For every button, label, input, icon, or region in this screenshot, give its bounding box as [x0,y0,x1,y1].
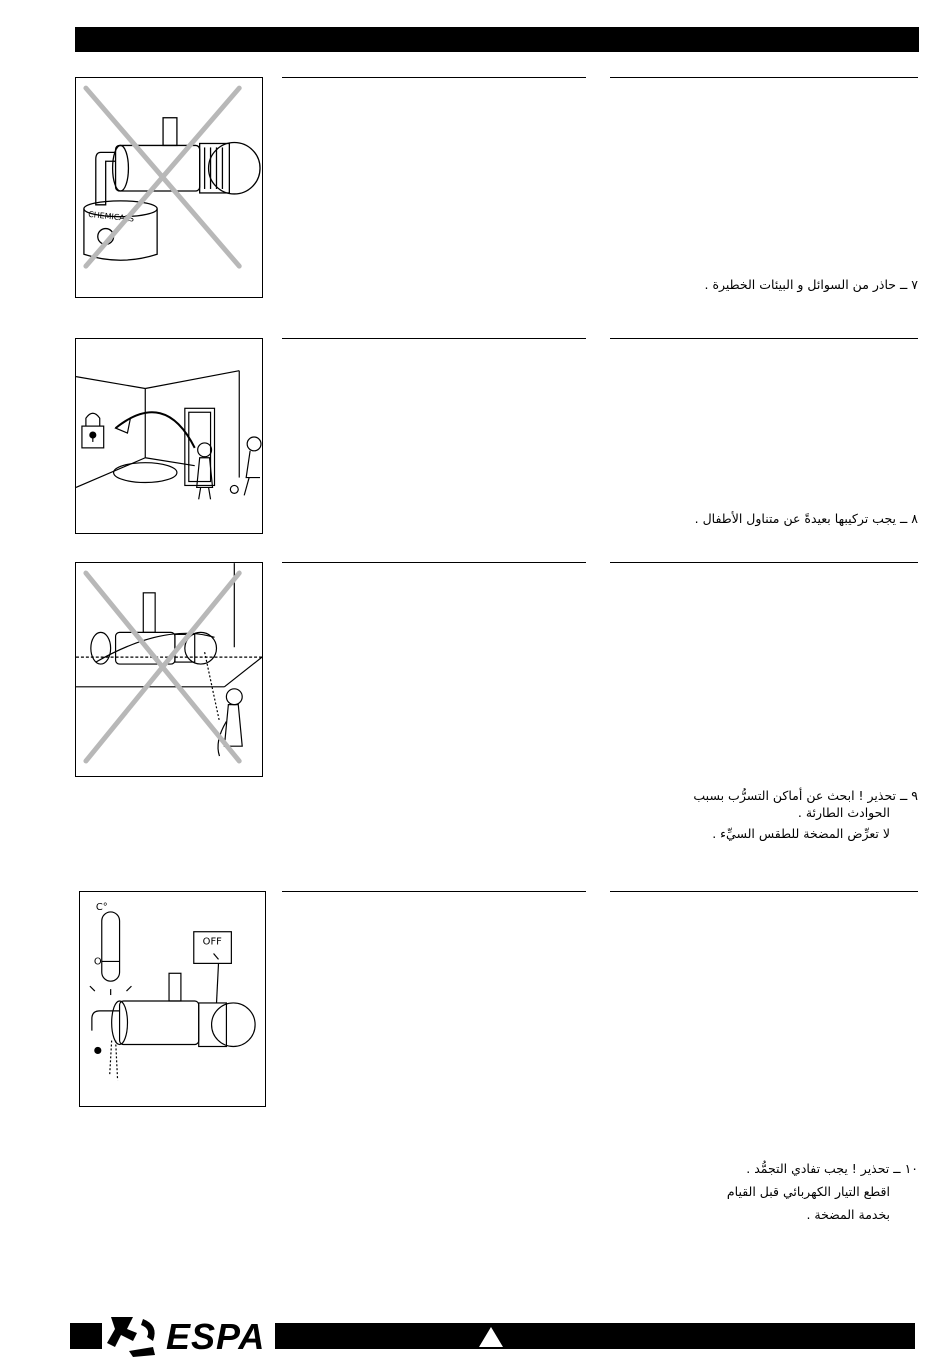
divider [282,562,586,563]
section10-line3: بخدمة المضخة . [806,1207,890,1222]
section10-text [727,1160,918,1223]
divider [610,562,918,563]
divider [282,77,586,78]
chemicals-pump-drawing [76,78,262,297]
thermometer-zero-label: O [93,956,102,968]
divider [610,77,918,78]
section7-text [705,276,919,293]
chemicals-label: CHEMICALS [87,209,135,224]
switch-off-label: OFF [202,936,222,948]
divider [610,891,918,892]
section9-line1: ٩ ــ تحذير ! ابحث عن أماكن التسرُّب بسبب [693,788,918,803]
brand-name: ESPA [166,1316,266,1357]
section8-text [695,510,918,527]
footer-bar-right [275,1323,915,1349]
illustration-weather [75,562,263,777]
section9-line3: لا تعرِّض المضخة للطقس السيِّء . [712,826,890,841]
frost-pump-drawing [80,892,265,1106]
weather-pump-drawing [76,563,262,776]
section10-line1: ١٠ ــ تحذير ! يجب تفادي التجمُّد . [746,1161,918,1176]
children-room-drawing [76,339,262,533]
section9-text [693,787,918,842]
illustration-chemicals [75,77,263,298]
section7-line: ٧ ــ حاذر من السوائل و البيئات الخطيرة . [704,277,918,292]
illustration-children [75,338,263,534]
divider [282,338,586,339]
thermometer-scale-label: C° [95,901,108,913]
divider [282,891,586,892]
section9-line2: الحوادث الطارئة . [797,805,890,820]
warning-triangle-icon [478,1326,504,1348]
section10-line2: اقطع التيار الكهربائي قبل القيام [726,1184,890,1199]
divider [610,338,918,339]
illustration-frost [79,891,266,1107]
footer-bar-left [70,1323,102,1349]
section8-line: ٨ ــ يجب تركيبها بعيدةً عن متناول الأطفال . [694,511,918,526]
header-bar [75,27,919,52]
